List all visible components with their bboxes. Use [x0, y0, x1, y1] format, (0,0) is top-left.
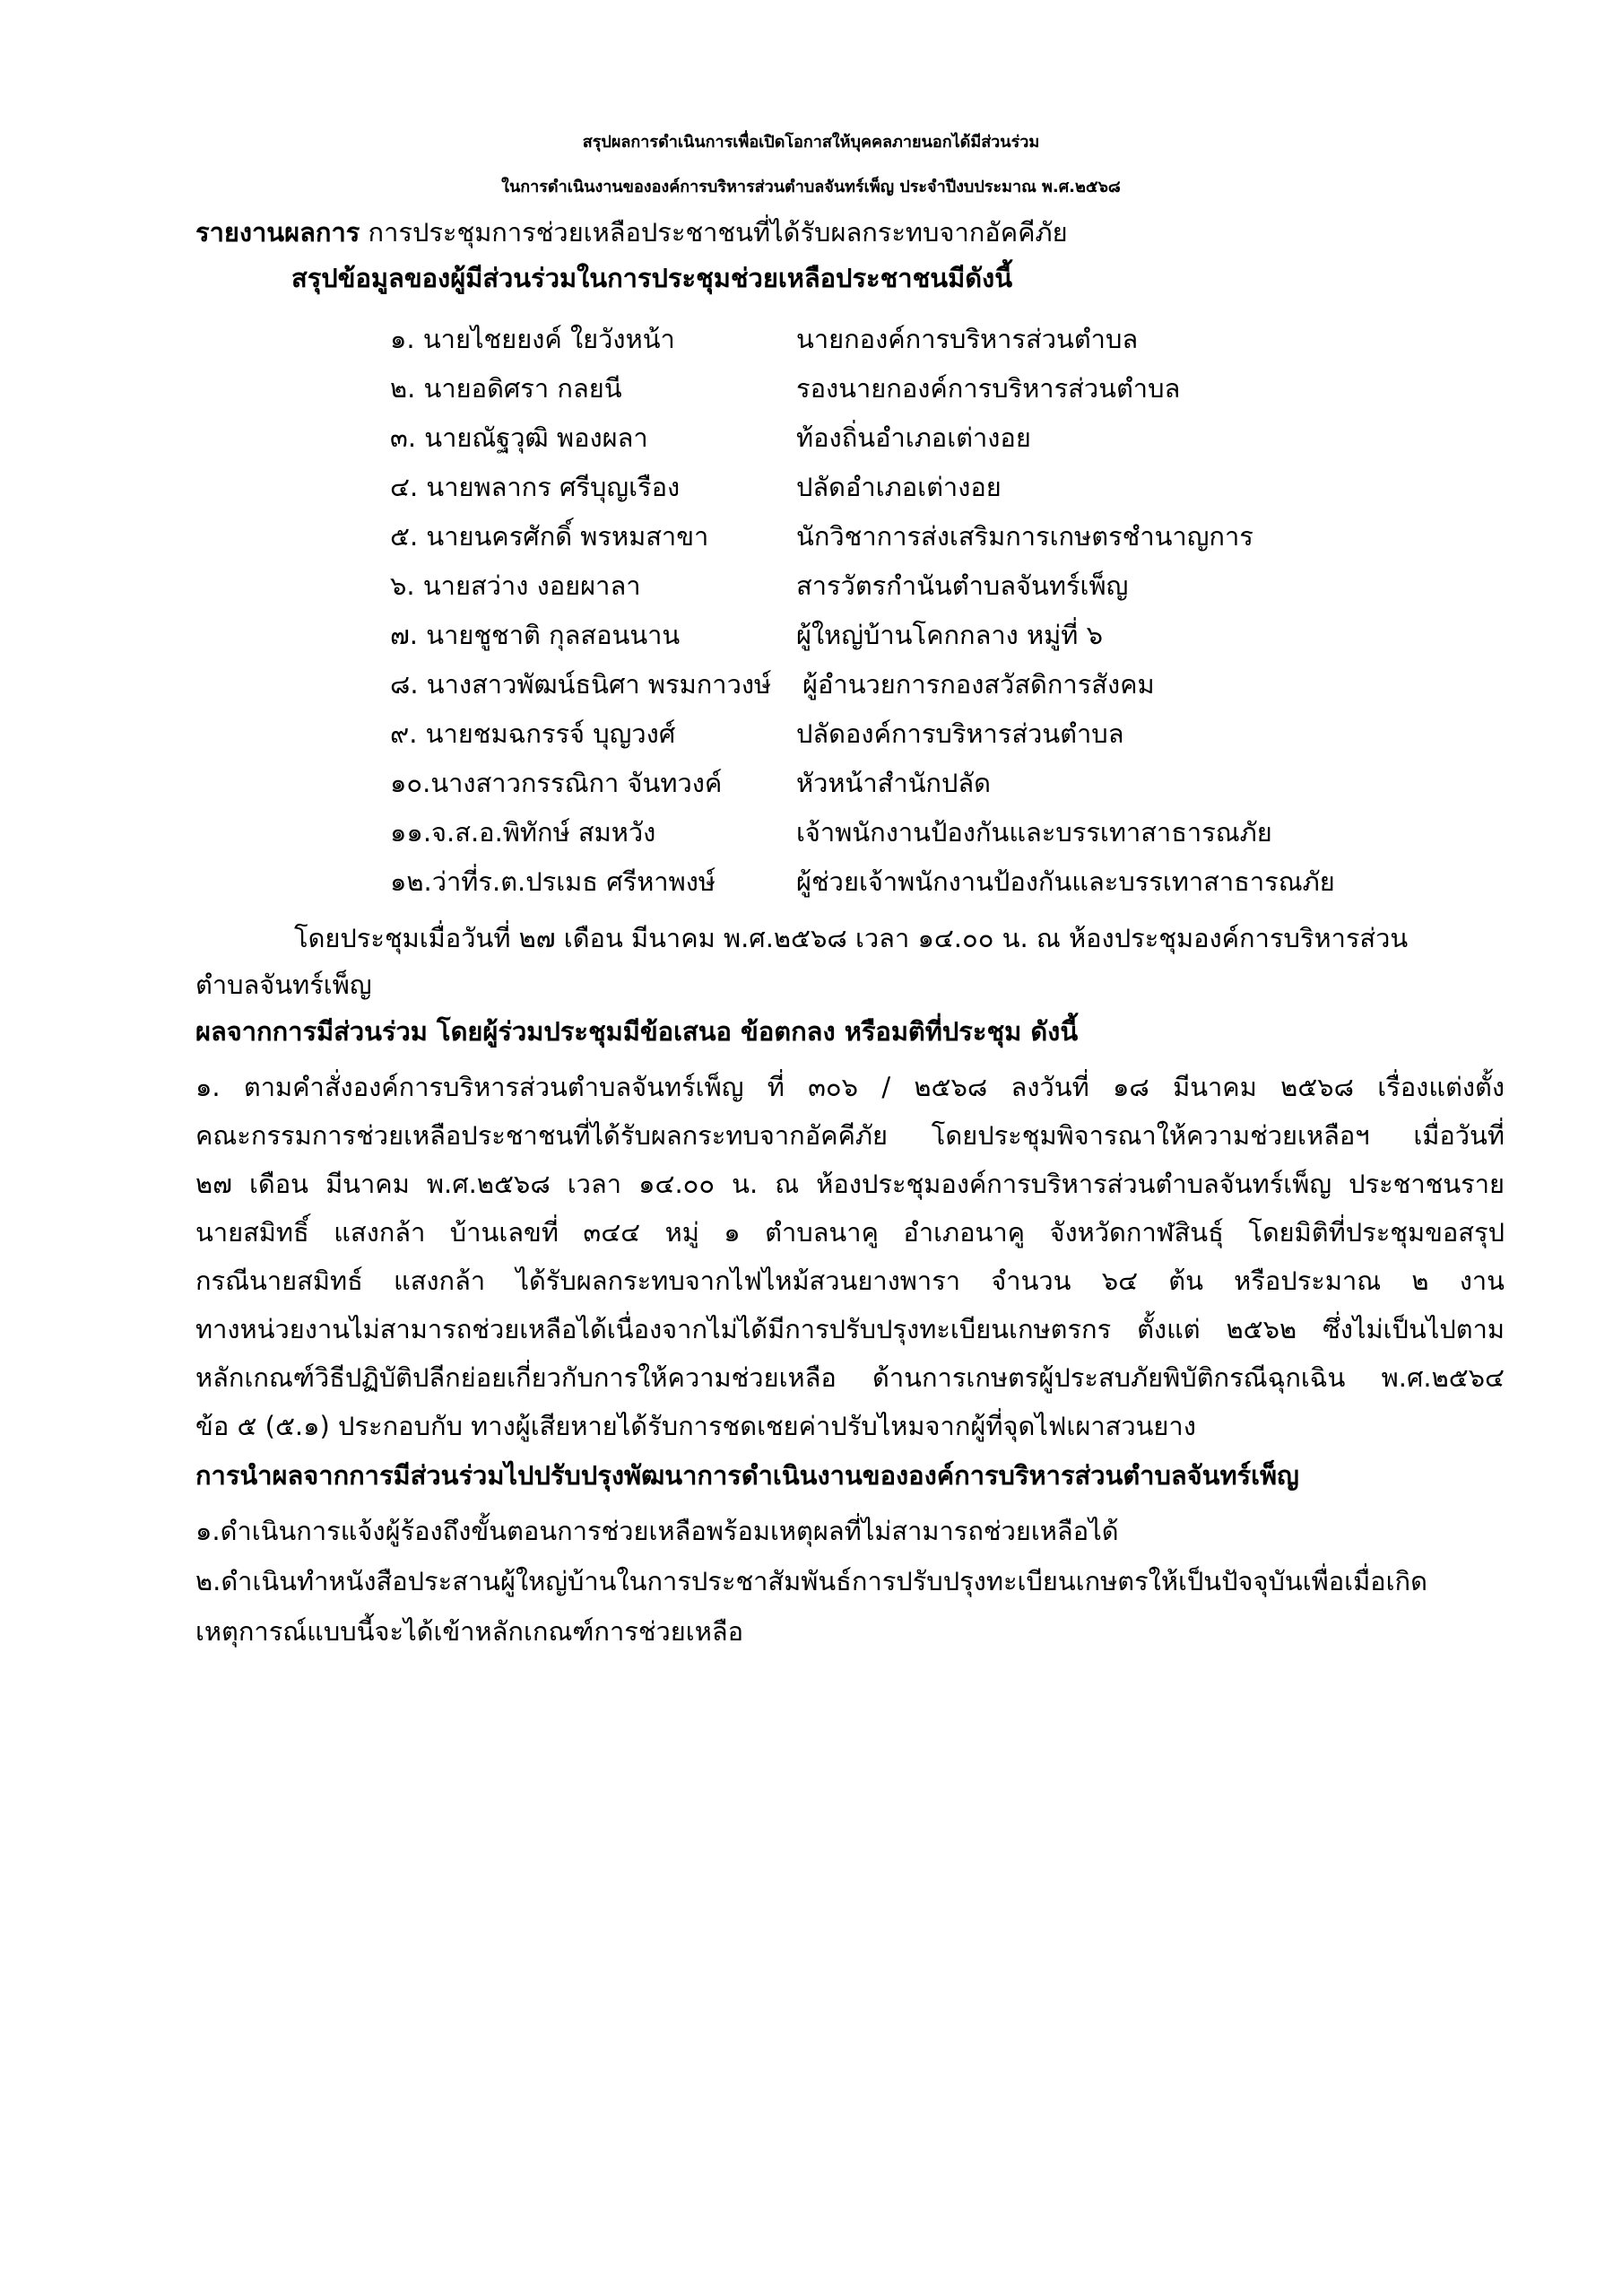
participant-name: ๖. นายสว่าง งอยผาลา [390, 570, 641, 601]
participant-position: ปลัดอำเภอเต่างอย [796, 472, 1002, 502]
participant-name: ๘. นางสาวพัฒน์ธนิศา พรมกาวงษ์ [390, 669, 772, 700]
participant-position: ปลัดองค์การบริหารส่วนตำบล [796, 718, 1124, 749]
results-heading: ผลจากการมีส่วนร่วม โดยผู้ร่วมประชุมมีข้อเสนอ ข้อตกลง หรือมติที่ประชุม ดังนี้ [195, 1016, 1079, 1047]
report-label: รายงานผลการ [195, 217, 360, 248]
participant-name: ๑๒.ว่าที่ร.ต.ปรเมธ ศรีหาพงษ์ [390, 866, 716, 897]
participant-position: ท้องถิ่นอำเภอเต่างอย [796, 422, 1031, 453]
results-line: ข้อ ๕ (๕.๑) ประกอบกับ ทางผู้เสียหายได้รับการชดเชยค่าปรับไหมจากผู้ที่จุดไฟเผาสวนยาง [195, 1411, 1196, 1441]
participant-position: หัวหน้าสำนักปลัด [796, 768, 992, 798]
participant-name: ๙. นายชมฉกรรจ์ บุญวงศ์ [390, 718, 676, 749]
results-line: กรณีนายสมิทธ์ แสงกล้า ได้รับผลกระทบจากไฟไหม้สวนยางพารา จำนวน ๖๔ ต้น หรือประมาณ ๒ งาน [195, 1265, 1505, 1296]
participant-name: ๑๑.จ.ส.อ.พิทักษ์ สมหวัง [390, 817, 656, 848]
results-line: หลักเกณฑ์วิธีปฏิบัติปลีกย่อยเกี่ยวกับการให้ความช่วยเหลือ ด้านการเกษตรผู้ประสบภัยพิบัติกรณีฉุกเฉิน พ.ศ.๒๕๖๔ [195, 1362, 1505, 1393]
participant-position: นายกองค์การบริหารส่วนตำบล [796, 324, 1139, 354]
meeting-line1: โดยประชุมเมื่อวันที่ ๒๗ เดือน มีนาคม พ.ศ.๒๕๖๘ เวลา ๑๔.๐๐ น. ณ ห้องประชุมองค์การบริหารส่วน [294, 923, 1409, 953]
participant-position: สารวัตรกำนันตำบลจันทร์เพ็ญ [796, 570, 1129, 601]
document-title-line1: สรุปผลการดำเนินการเพื่อเปิดโอกาสให้บุคคลภายนอกได้มีส่วนร่วม [582, 133, 1040, 152]
report-line [195, 213, 1068, 252]
participant-position: เจ้าพนักงานป้องกันและบรรเทาสาธารณภัย [796, 817, 1272, 848]
improvement-heading: การนำผลจากการมีส่วนร่วมไปปรับปรุงพัฒนาการดำเนินงานขององค์การบริหารส่วนตำบลจันทร์เพ็ญ [195, 1460, 1299, 1491]
summary-heading: สรุปข้อมูลของผู้มีส่วนร่วมในการประชุมช่วยเหลือประชาชนมีดังนี้ [291, 263, 1013, 293]
results-line: ทางหน่วยงานไม่สามารถช่วยเหลือได้เนื่องจากไม่ได้มีการปรับปรุงทะเบียนเกษตรกร ตั้งแต่ ๒๕๖๒ ซึ่งไม่เป็นไปตาม [195, 1314, 1505, 1344]
participant-name: ๑. นายไชยยงค์ ใยวังหน้า [390, 324, 675, 354]
report-text: การประชุมการช่วยเหลือประชาชนที่ได้รับผลกระทบจากอัคคีภัย [368, 217, 1068, 248]
results-line: ๒๗ เดือน มีนาคม พ.ศ.๒๕๖๘ เวลา ๑๔.๐๐ น. ณ ห้องประชุมองค์การบริหารส่วนตำบลจันทร์เพ็ญ ประชาชนราย [195, 1169, 1505, 1199]
participant-position: รองนายกองค์การบริหารส่วนตำบล [796, 373, 1181, 404]
participant-position: ผู้ใหญ่บ้านโคกกลาง หมู่ที่ ๖ [796, 620, 1103, 650]
participant-position: ผู้อำนวยการกองสวัสดิการสังคม [802, 669, 1155, 700]
participant-position: นักวิชาการส่งเสริมการเกษตรชำนาญการ [796, 521, 1253, 552]
results-line: คณะกรรมการช่วยเหลือประชาชนที่ได้รับผลกระทบจากอัคคีภัย โดยประชุมพิจารณาให้ความช่วยเหลือฯ เมื่อวันที่ [195, 1120, 1505, 1151]
document-title-line2: ในการดำเนินงานขององค์การบริหารส่วนตำบลจันทร์เพ็ญ ประจำปีงบประมาณ พ.ศ.๒๕๖๘ [501, 178, 1121, 196]
improvement-line: ๑.ดำเนินการแจ้งผู้ร้องถึงขั้นตอนการช่วยเหลือพร้อมเหตุผลที่ไม่สามารถช่วยเหลือได้ [195, 1516, 1119, 1546]
participant-name: ๓. นายณัฐวุฒิ พองผลา [390, 422, 648, 453]
improvement-line: ๒.ดำเนินทำหนังสือประสานผู้ใหญ่บ้านในการประชาสัมพันธ์การปรับปรุงทะเบียนเกษตรให้เป็นปัจจุบันเพื่อเมื่อเกิด [195, 1566, 1427, 1596]
participant-name: ๕. นายนครศักดิ์ พรหมสาขา [390, 521, 709, 552]
participant-name: ๗. นายชูชาติ กุลสอนนาน [390, 620, 681, 650]
participant-name: ๑๐.นางสาวกรรณิกา จันทวงค์ [390, 768, 723, 798]
improvement-line: เหตุการณ์แบบนี้จะได้เข้าหลักเกณฑ์การช่วยเหลือ [195, 1616, 744, 1647]
results-line: ๑. ตามคำสั่งองค์การบริหารส่วนตำบลจันทร์เพ็ญ ที่ ๓๐๖ / ๒๕๖๘ ลงวันที่ ๑๘ มีนาคม ๒๕๖๘ เรื่องแต่งตั้ง [195, 1072, 1505, 1102]
meeting-line2: ตำบลจันทร์เพ็ญ [195, 970, 372, 1000]
participant-name: ๔. นายพลากร ศรีบุญเรือง [390, 472, 681, 502]
participant-position: ผู้ช่วยเจ้าพนักงานป้องกันและบรรเทาสาธารณภัย [796, 866, 1335, 897]
participant-name: ๒. นายอดิศรา กลยนี [390, 373, 622, 404]
results-line: นายสมิทธิ์ แสงกล้า บ้านเลขที่ ๓๔๔ หมู่ ๑ ตำบลนาคู อำเภอนาคู จังหวัดกาฬสินธุ์ โดยมิติที่ประชุมขอสรุป [195, 1217, 1505, 1248]
